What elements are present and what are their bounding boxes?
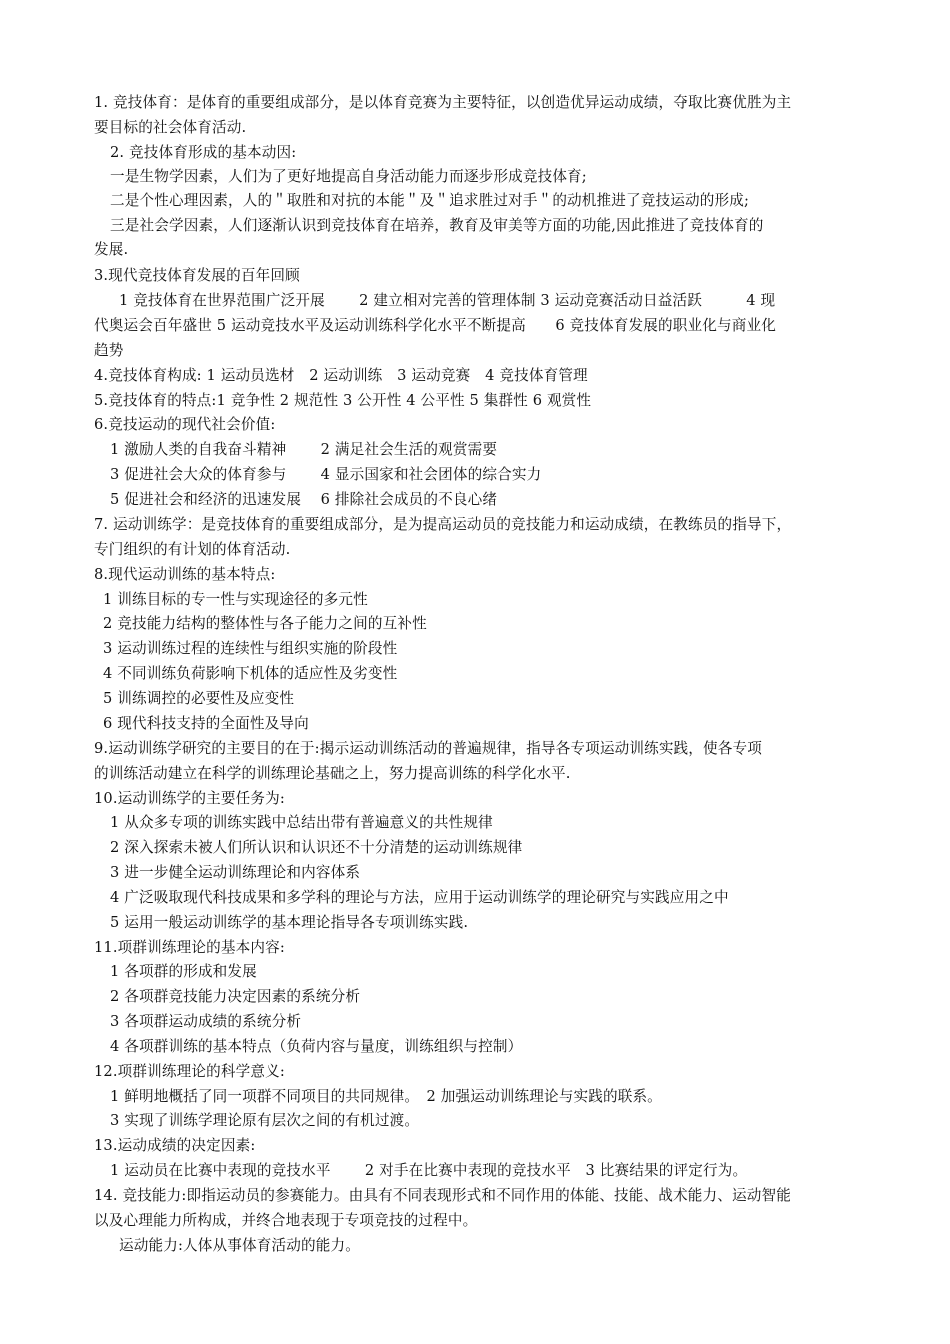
line-10: 代奥运会百年盛世 5 运动竞技水平及运动训练科学化水平不断提高 6 竞技体育发展的职业化与商业化: [94, 317, 776, 334]
line-26: 6 现代科技支持的全面性及导向: [103, 715, 309, 732]
line-39: 4 各项群训练的基本特点（负荷内容与量度，训练组织与控制）: [110, 1038, 523, 1055]
line-2: 要目标的社会体育活动.: [94, 119, 247, 136]
line-40: 12.项群训练理论的科学意义:: [94, 1063, 285, 1080]
line-3: 2. 竞技体育形成的基本动因:: [110, 144, 297, 161]
line-16: 3 促进社会大众的体育参与 4 显示国家和社会团体的综合实力: [110, 466, 542, 483]
line-19: 专门组织的有计划的体育活动.: [94, 541, 291, 558]
line-27: 9.运动训练学研究的主要目的在于:揭示运动训练活动的普遍规律，指导各专项运动训练实践，使各专项: [94, 740, 763, 757]
line-11: 趋势: [94, 342, 124, 359]
line-5: 二是个性心理因素，人的＂取胜和对抗的本能＂及＂追求胜过对手＂的动机推进了竞技运动的形成;: [110, 192, 750, 209]
line-36: 1 各项群的形成和发展: [110, 963, 257, 980]
line-46: 以及心理能力所构成，并终合地表现于专项竞技的过程中。: [94, 1212, 478, 1229]
line-33: 4 广泛吸取现代科技成果和多学科的理论与方法，应用于运动训练学的理论研究与实践应用之中: [110, 889, 729, 906]
line-41: 1 鲜明地概括了同一项群不同项目的共同规律。 2 加强运动训练理论与实践的联系。: [110, 1088, 662, 1105]
line-38: 3 各项群运动成绩的系统分析: [110, 1013, 302, 1030]
line-45: 14. 竞技能力:即指运动员的参赛能力。由具有不同表现形式和不同作用的体能、技能、战术能力、运动智能: [94, 1187, 791, 1204]
line-17: 5 促进社会和经济的迅速发展 6 排除社会成员的不良心绪: [110, 491, 498, 508]
line-29: 10.运动训练学的主要任务为:: [94, 790, 285, 807]
line-6: 三是社会学因素，人们逐渐认识到竞技体育在培养，教育及审美等方面的功能,因此推进了竞技体育的: [110, 217, 764, 234]
line-30: 1 从众多专项的训练实践中总结出带有普遍意义的共性规律: [110, 814, 493, 831]
line-18: 7. 运动训练学：是竞技体育的重要组成部分，是为提高运动员的竞技能力和运动成绩，在教练员的指导下，: [94, 516, 792, 533]
line-9: 1 竞技体育在世界范围广泛开展 2 建立相对完善的管理体制 3 运动竞赛活动日益活跃 4 现: [119, 292, 776, 309]
line-4: 一是生物学因素，人们为了更好地提高自身活动能力而逐步形成竞技体育;: [110, 168, 587, 185]
line-13: 5.竞技体育的特点:1 竞争性 2 规范性 3 公开性 4 公平性 5 集群性 6 观赏性: [94, 392, 592, 409]
line-37: 2 各项群竞技能力决定因素的系统分析: [110, 988, 361, 1005]
line-35: 11.项群训练理论的基本内容:: [94, 939, 285, 956]
line-43: 13.运动成绩的决定因素:: [94, 1137, 256, 1154]
line-42: 3 实现了训练学理论原有层次之间的有机过渡。: [110, 1112, 420, 1129]
line-20: 8.现代运动训练的基本特点:: [94, 566, 276, 583]
line-34: 5 运用一般运动训练学的基本理论指导各专项训练实践.: [110, 914, 469, 931]
line-21: 1 训练目标的专一性与实现途径的多元性: [103, 591, 368, 608]
line-1: 1. 竞技体育：是体育的重要组成部分，是以体育竞赛为主要特征，以创造优异运动成绩，夺取比赛优胜为主: [94, 94, 792, 111]
line-24: 4 不同训练负荷影响下机体的适应性及劣变性: [103, 665, 398, 682]
line-32: 3 进一步健全运动训练理论和内容体系: [110, 864, 361, 881]
line-12: 4.竞技体育构成: 1 运动员选材 2 运动训练 3 运动竞赛 4 竞技体育管理: [94, 367, 588, 384]
line-14: 6.竞技运动的现代社会价值:: [94, 416, 276, 433]
line-44: 1 运动员在比赛中表现的竞技水平 2 对手在比赛中表现的竞技水平 3 比赛结果的评定行为。: [110, 1162, 748, 1179]
line-23: 3 运动训练过程的连续性与组织实施的阶段性: [103, 640, 398, 657]
line-47: 运动能力:人体从事体育活动的能力。: [119, 1237, 360, 1254]
line-28: 的训练活动建立在科学的训练理论基础之上，努力提高训练的科学化水平.: [94, 765, 571, 782]
line-7: 发展.: [94, 241, 129, 258]
line-15: 1 激励人类的自我奋斗精神 2 满足社会生活的观赏需要: [110, 441, 498, 458]
line-8: 3.现代竞技体育发展的百年回顾: [94, 267, 300, 284]
line-25: 5 训练调控的必要性及应变性: [103, 690, 295, 707]
line-31: 2 深入探索未被人们所认识和认识还不十分清楚的运动训练规律: [110, 839, 523, 856]
line-22: 2 竞技能力结构的整体性与各子能力之间的互补性: [103, 615, 427, 632]
